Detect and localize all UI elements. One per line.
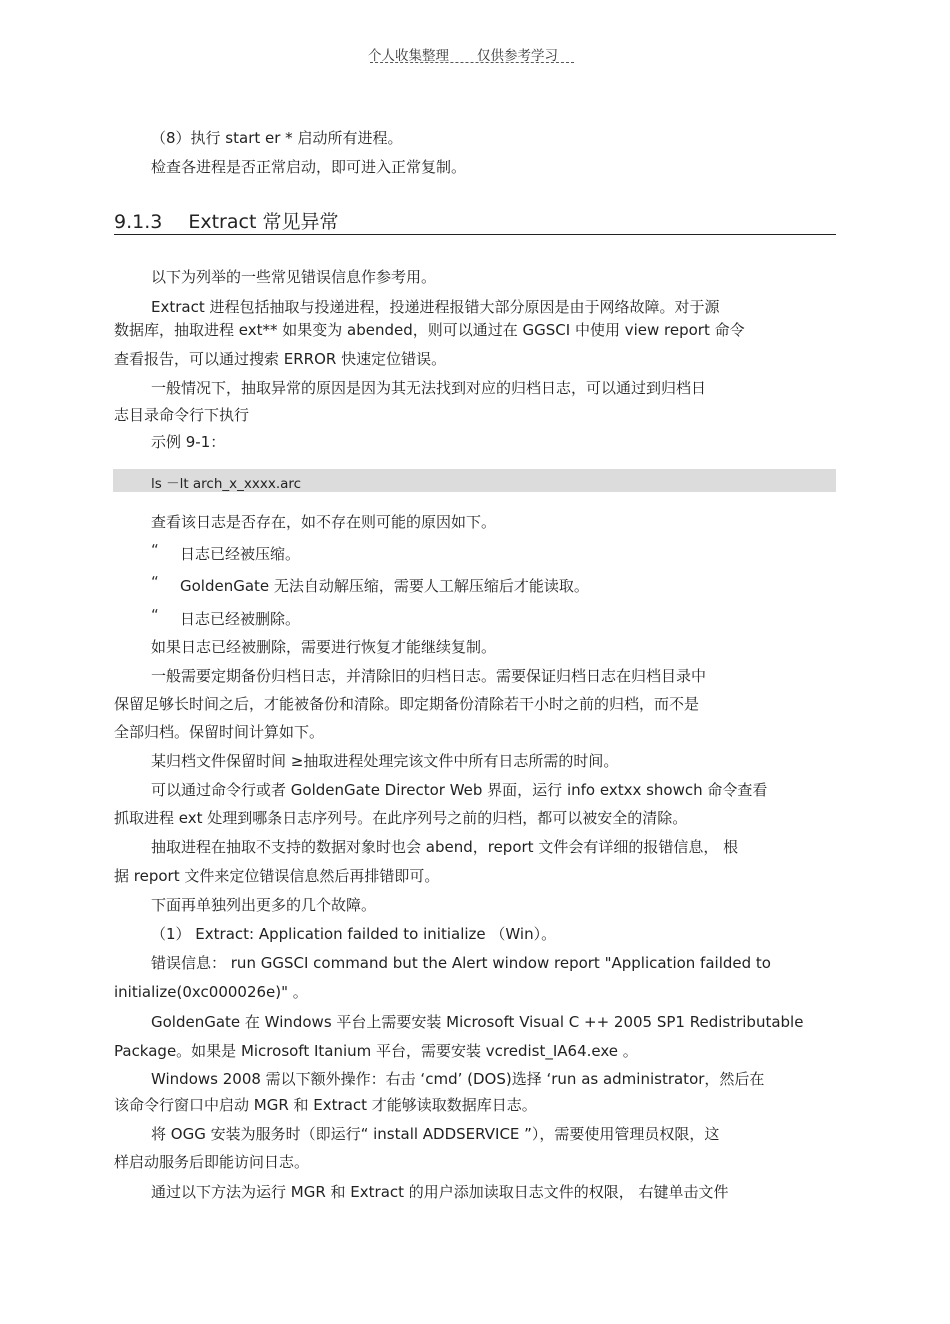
intro-line: 检查各进程是否正常启动，即可进入正常复制。 [151,158,467,176]
paragraph-line: 通过以下方法为运行 MGR 和 Extract 的用户添加读取日志文件的权限， 右键单击文件 [151,1183,729,1201]
paragraph-line: Package。如果是 Microsoft Itanium 平台，需要安装 vcredist_IA64.exe 。 [114,1042,638,1060]
paragraph-line: 将 OGG 安装为服务时（即运行“ install ADDSERVICE ”），需要使用管理员权限，这 [151,1125,720,1143]
section-divider [114,234,836,235]
section-heading [114,207,338,234]
paragraph-line: 以下为列举的一些常见错误信息作参考用。 [151,268,437,286]
paragraph-line: 该命令行窗口中启动 MGR 和 Extract 才能够读取数据库日志。 [114,1096,537,1114]
paragraph-line: 错误信息： run GGSCI command but the Alert window report "Application failded to [151,954,771,972]
paragraph-line: Extract 进程包括抽取与投递进程，投递进程报错大部分原因是由于网络故障。对于源 [151,298,720,316]
example-label: 示例 9-1： [151,433,226,451]
paragraph-line: 可以通过命令行或者 GoldenGate Director Web 界面，运行 info extxx showch 命令查看 [151,781,768,799]
paragraph-line: 保留足够长时间之后，才能被备份和清除。即定期备份清除若干小时之前的归档，而不是 [114,695,700,713]
paragraph-line: 数据库，抽取进程 ext** 如果变为 abended，则可以通过在 GGSCI 中使用 view report 命令 [114,321,745,339]
paragraph-line: 查看报告，可以通过搜索 ERROR 快速定位错误。 [114,350,447,368]
code-line: ls －lt arch_x_xxxx.arc [151,476,302,492]
header-divider [370,62,574,63]
paragraph-line: GoldenGate 在 Windows 平台上需要安装 Microsoft Visual C ++ 2005 SP1 Redistributable [151,1013,804,1031]
paragraph-line: 抽取进程在抽取不支持的数据对象时也会 abend，report 文件会有详细的报错信息， 根 [151,838,739,856]
bullet-item: 日志已经被压缩。 [180,545,301,563]
paragraph-line: 一般情况下，抽取异常的原因是因为其无法找到对应的归档日志，可以通过到归档日 [151,379,707,397]
header-right-text: 仅供参考学习 [477,48,558,64]
paragraph-line: 一般需要定期备份归档日志，并清除旧的归档日志。需要保证归档日志在归档目录中 [151,667,707,685]
bullet-item: 日志已经被删除。 [180,610,301,628]
header-left-text: 个人收集整理 [368,48,449,64]
paragraph-line: Windows 2008 需以下额外操作：右击 ‘cmd’ (DOS)选择 ‘run as administrator，然后在 [151,1070,765,1088]
bullet-mark: “ [151,573,159,591]
paragraph-line: （1） Extract: Application failded to initialize （Win）。 [151,925,557,943]
page-header [368,44,574,64]
section-title: Extract 常见异常 [188,211,339,233]
paragraph-line: 某归档文件保留时间 ≥抽取进程处理完该文件中所有日志所需的时间。 [151,752,619,770]
paragraph-line: initialize(0xc000026e)" 。 [114,983,308,1001]
section-number: 9.1.3 [114,211,163,233]
bullet-item: GoldenGate 无法自动解压缩，需要人工解压缩后才能读取。 [180,577,589,595]
intro-line: （8）执行 start er * 启动所有进程。 [151,129,403,147]
paragraph-line: 抓取进程 ext 处理到哪条日志序列号。在此序列号之前的归档，都可以被安全的清除。 [114,809,688,827]
paragraph-line: 全部归档。保留时间计算如下。 [114,723,325,741]
bullet-mark: “ [151,606,159,624]
bullet-mark: “ [151,541,159,559]
paragraph-line: 样启动服务后即能访问日志。 [114,1153,310,1171]
paragraph-line: 下面再单独列出更多的几个故障。 [151,896,377,914]
paragraph-line: 查看该日志是否存在，如不存在则可能的原因如下。 [151,513,497,531]
paragraph-line: 志目录命令行下执行 [114,406,250,424]
paragraph-line: 如果日志已经被删除，需要进行恢复才能继续复制。 [151,638,497,656]
paragraph-line: 据 report 文件来定位错误信息然后再排错即可。 [114,867,440,885]
